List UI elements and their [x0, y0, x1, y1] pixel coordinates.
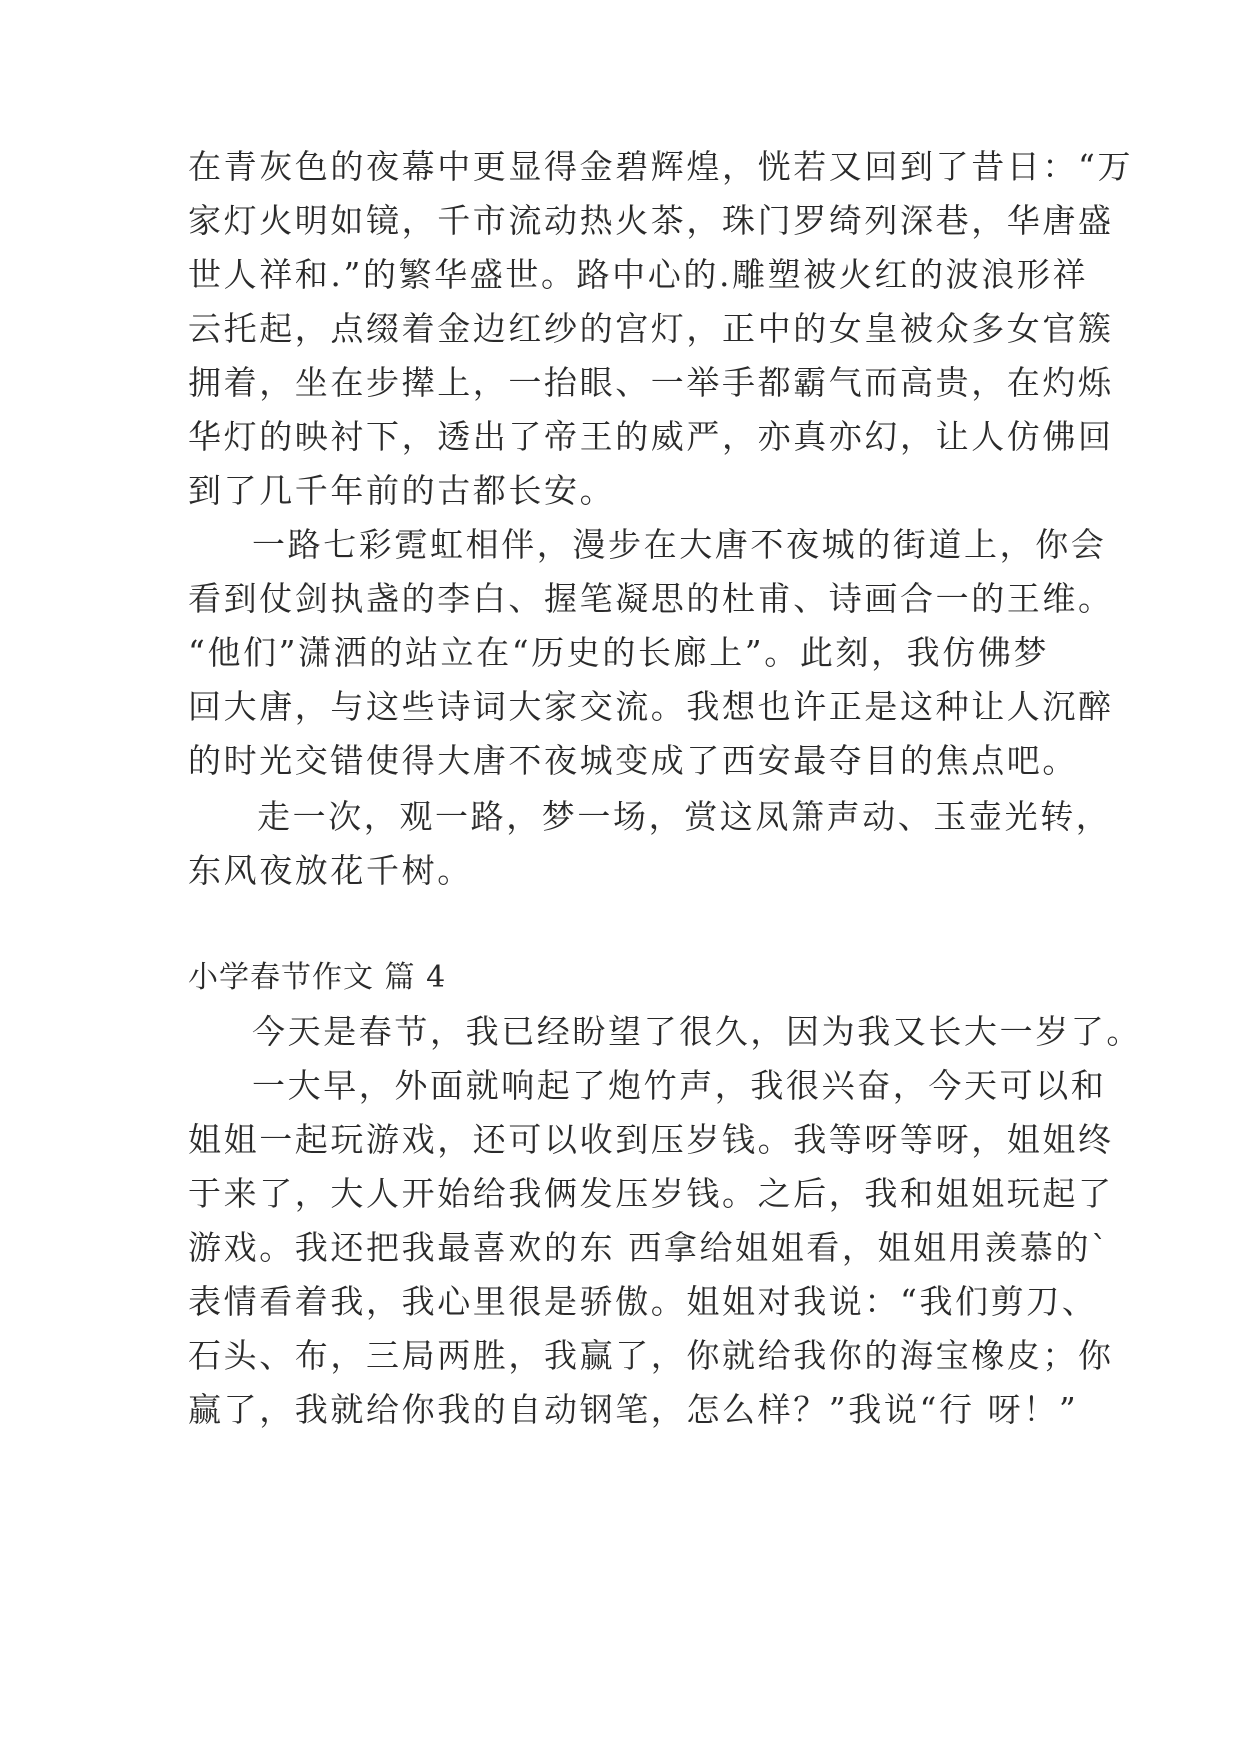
paragraph-1-line-3: 世人祥和.”的繁华盛世。路中心的.雕塑被火红的波浪形祥	[188, 255, 1089, 294]
paragraph-1-line-6: 华灯的映衬下，透出了帝王的威严，亦真亦幻，让人仿佛回	[188, 417, 1114, 456]
section-heading: 小学春节作文 篇 4	[188, 960, 447, 995]
paragraph-1-line-4: 云托起，点缀着金边红纱的宫灯，正中的女皇被众多女官簇	[188, 309, 1114, 348]
paragraph-5-line-5: 表情看着我，我心里很是骄傲。姐姐对我说：“我们剪刀、	[188, 1282, 1098, 1321]
paragraph-1-line-7: 到了几千年前的古都长安。	[188, 471, 616, 510]
paragraph-5-line-6: 石头、布，三局两胜，我赢了，你就给我你的海宝橡皮；你	[188, 1336, 1114, 1375]
paragraph-2-line-4: 回大唐，与这些诗词大家交流。我想也许正是这种让人沉醉	[188, 687, 1114, 726]
paragraph-5-line-2: 姐姐一起玩游戏，还可以收到压岁钱。我等呀等呀，姐姐终	[188, 1120, 1114, 1159]
paragraph-2-line-1: 一路七彩霓虹相伴，漫步在大唐不夜城的街道上，你会	[252, 525, 1107, 564]
paragraph-1-line-1: 在青灰色的夜幕中更显得金碧辉煌，恍若又回到了昔日：“万	[188, 147, 1134, 186]
paragraph-2-line-5: 的时光交错使得大唐不夜城变成了西安最夺目的焦点吧。	[188, 741, 1078, 780]
paragraph-2-line-2: 看到仗剑执盏的李白、握笔凝思的杜甫、诗画合一的王维。	[188, 579, 1114, 618]
paragraph-2-line-3: “他们”潇洒的站立在“历史的长廊上”。此刻，我仿佛梦	[188, 633, 1050, 672]
paragraph-4-line-1: 今天是春节，我已经盼望了很久，因为我又长大一岁了。	[252, 1012, 1142, 1051]
paragraph-3-line-2: 东风夜放花千树。	[188, 851, 473, 890]
paragraph-5-line-4: 游戏。我还把我最喜欢的东 西拿给姐姐看，姐姐用羡慕的`	[188, 1228, 1111, 1267]
paragraph-1-line-2: 家灯火明如镜，千市流动热火茶，珠门罗绮列深巷，华唐盛	[188, 201, 1114, 240]
paragraph-3-line-1: 走一次，观一路，梦一场，赏这凤箫声动、玉壶光转，	[257, 797, 1112, 836]
paragraph-5-line-1: 一大早，外面就响起了炮竹声，我很兴奋，今天可以和	[252, 1066, 1107, 1105]
paragraph-5-line-7: 赢了，我就给你我的自动钢笔，怎么样？”我说“行 呀！”	[188, 1390, 1079, 1429]
paragraph-1-line-5: 拥着，坐在步撵上，一抬眼、一举手都霸气而高贵，在灼烁	[188, 363, 1114, 402]
paragraph-5-line-3: 于来了，大人开始给我俩发压岁钱。之后，我和姐姐玩起了	[188, 1174, 1114, 1213]
